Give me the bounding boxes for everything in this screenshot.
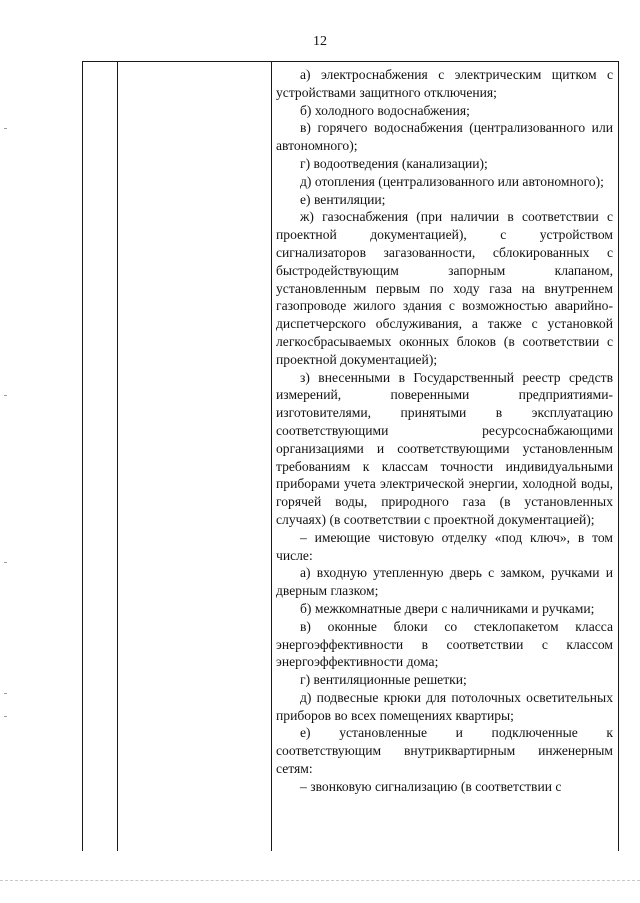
paragraph: а) электроснабжения с электрическим щитком с устройствами защитного отключения; [276,67,613,100]
paragraph: – имеющие чистовую отделку «под ключ», в том числе: [276,529,613,563]
paragraph: – звонковую сигнализацию (в соответствии с [300,778,562,794]
paragraph: г) водоотведения (канализации); [300,155,488,171]
paragraph: е) вентиляции; [300,191,386,207]
paragraph: а) входную утепленную дверь с замком, ручками и дверным глазком; [276,565,613,599]
paragraph: з) внесенными в Государственный реестр средств измерений, поверенными предприятиями-изготовителями, принятыми в эксплуатацию соответствующими ресурсоснабжающими организациями и соответствующими установленным требованиям к классам точности индивидуальными приборами учета электрической энергии, холодной воды, горячей воды, природного газа (в установленных случаях) (в соответствии с проектной документацией); [276,369,613,527]
scan-artifact [4,395,7,396]
scan-artifact [4,562,7,563]
paragraph: г) вентиляционные решетки; [300,672,467,688]
paragraph: в) горячего водоснабжения (централизованного или автономного); [276,120,613,154]
paragraph: б) межкомнатные двери с наличниками и ручками; [300,600,595,616]
table-column-divider [117,62,118,851]
document-table [82,61,619,851]
page-number: 12 [313,34,327,49]
paragraph: д) подвесные крюки для потолочных осветительных приборов во всех помещениях квартиры; [276,689,613,723]
scan-artifact [4,716,7,717]
scan-artifact [4,693,7,694]
table-column-divider [271,62,272,851]
table-text-cell [276,66,613,796]
scan-artifact [4,128,7,129]
paragraph: ж) газоснабжения (при наличии в соответствии с проектной документацией), с устройством сигнализаторов загазованности, сблокированных с быстродействующим запорным клапаном, установленным первым по ходу газа на внутреннем газопроводе жилого здания с возможностью аварийно-диспетчерского обслуживания, а также с установкой легкосбрасываемых оконных блоков (в соответствии с проектной документацией); [276,209,613,367]
paragraph: б) холодного водоснабжения; [300,102,470,118]
paragraph: д) отопления (централизованного или автономного); [300,173,604,189]
paragraph: е) установленные и подключенные к соответствующим внутриквартирным инженерным сетям: [276,725,613,777]
page-bottom-rule [0,880,640,881]
paragraph: в) оконные блоки со стеклопакетом класса энергоэффективности в соответствии с классом энергоэффективности дома; [276,618,613,670]
